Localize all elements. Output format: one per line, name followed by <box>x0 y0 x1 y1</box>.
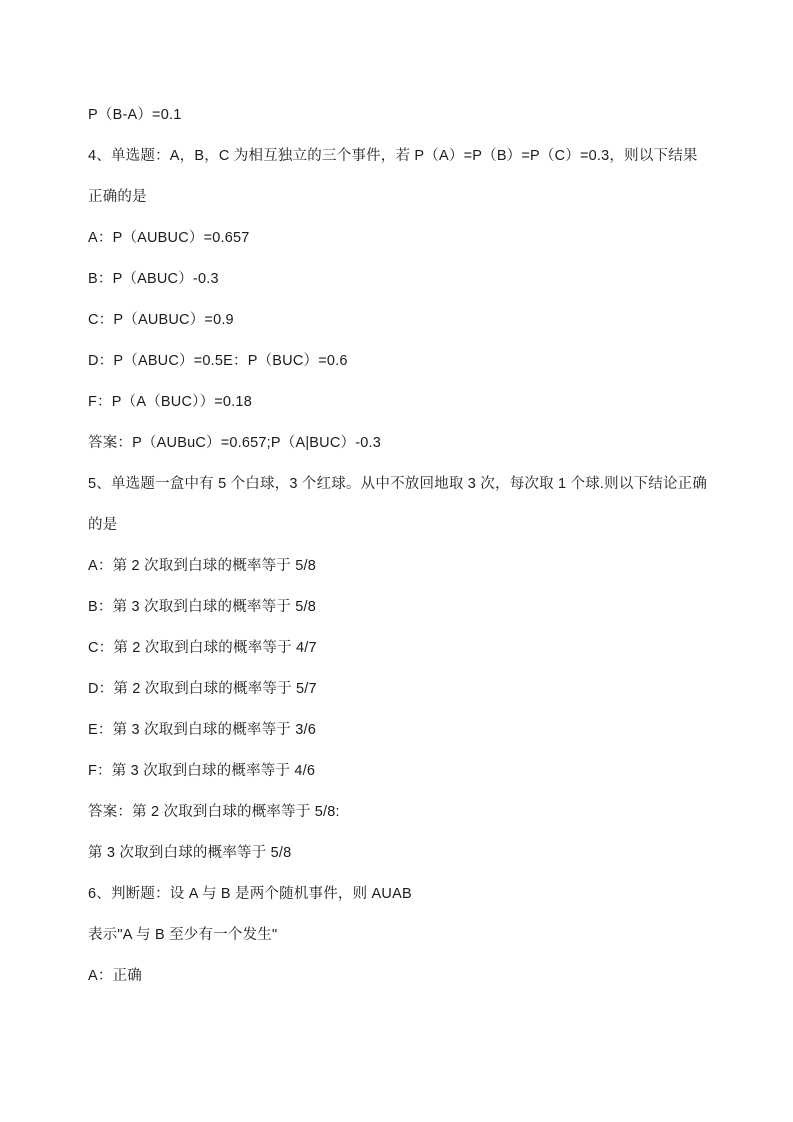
document-body <box>88 95 708 997</box>
text-line: C：第 2 次取到白球的概率等于 4/7 <box>88 640 317 656</box>
text-line: C：P（AUBUC）=0.9 <box>88 312 234 328</box>
text-line: 答案：第 2 次取到白球的概率等于 5/8: <box>88 804 340 820</box>
text-line: 第 3 次取到白球的概率等于 5/8 <box>88 845 292 861</box>
text-line: A：第 2 次取到白球的概率等于 5/8 <box>88 558 316 574</box>
text-line: A：正确 <box>88 968 142 984</box>
text-line: F：P（A（BUC））=0.18 <box>88 394 252 410</box>
text-line: P（B-A）=0.1 <box>88 107 182 123</box>
text-line: B：P（ABUC）-0.3 <box>88 271 219 287</box>
text-line: D：第 2 次取到白球的概率等于 5/7 <box>88 681 317 697</box>
text-line: 的是 <box>88 517 118 533</box>
text-line: E：第 3 次取到白球的概率等于 3/6 <box>88 722 316 738</box>
text-line: 正确的是 <box>88 189 147 205</box>
text-line: 6、判断题：设 A 与 B 是两个随机事件，则 AUAB <box>88 886 412 902</box>
text-line: 表示"A 与 B 至少有一个发生" <box>88 927 278 943</box>
text-line: 答案：P（AUBuC）=0.657;P（A|BUC）-0.3 <box>88 435 382 451</box>
text-line: 5、单选题一盒中有 5 个白球，3 个红球。从中不放回地取 3 次，每次取 1 个球.则以下结论正确 <box>88 476 708 492</box>
text-line: D：P（ABUC）=0.5E：P（BUC）=0.6 <box>88 353 348 369</box>
text-line: 4、单选题：A，B，C 为相互独立的三个事件，若 P（A）=P（B）=P（C）=0.3，则以下结果 <box>88 148 698 164</box>
text-line: F：第 3 次取到白球的概率等于 4/6 <box>88 763 316 779</box>
text-line: A：P（AUBUC）=0.657 <box>88 230 250 246</box>
text-line: B：第 3 次取到白球的概率等于 5/8 <box>88 599 316 615</box>
